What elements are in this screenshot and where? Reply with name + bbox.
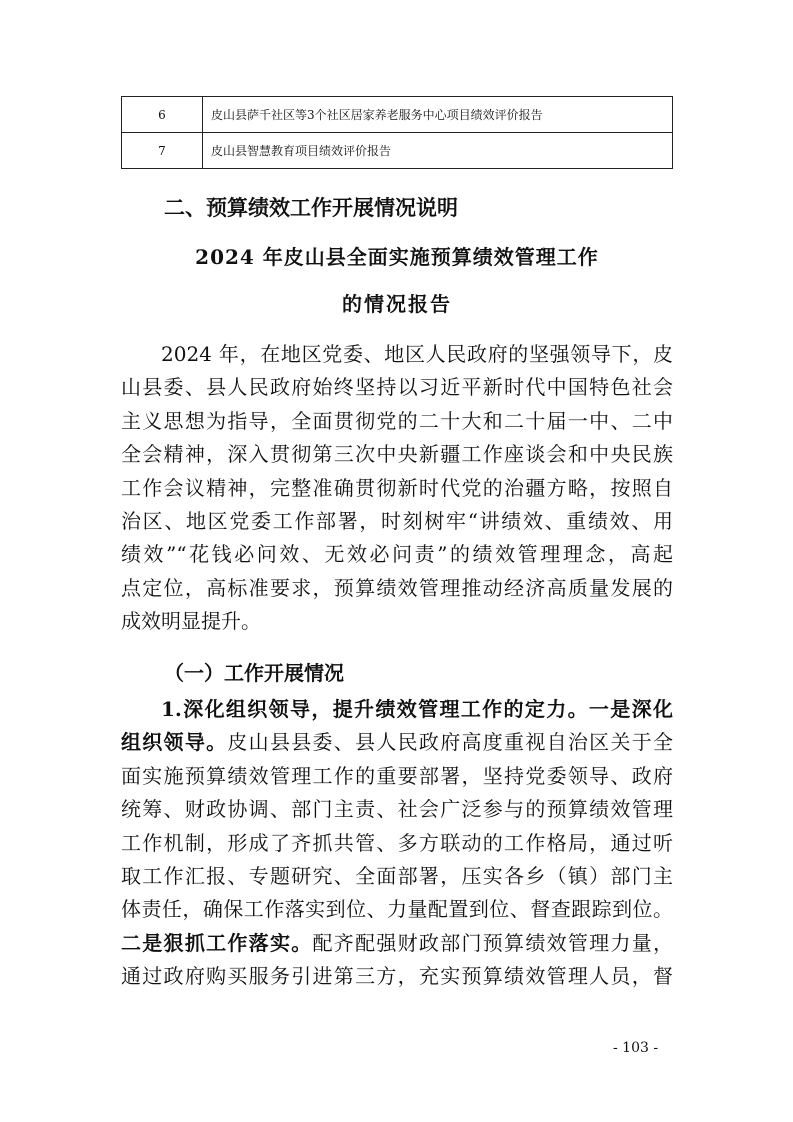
text-line: 工作机制，形成了齐抓共管、多方联动的工作格局，通过听: [121, 830, 673, 855]
row-number: 6: [122, 97, 203, 133]
report-title-line2: 的情况报告: [342, 292, 452, 316]
table-row: [122, 97, 673, 133]
bold-lead: 组织领导。: [121, 730, 228, 755]
page-number: - 103 -: [613, 1040, 659, 1056]
bold-lead: 1.深化组织领导，提升绩效管理工作的定力。一是深化: [161, 697, 673, 721]
text-line: 治区、地区党委工作部署，时刻树牢“讲绩效、重绩效、用: [121, 509, 673, 534]
text-line: [121, 693, 673, 726]
text-line: 统筹、财政协调、部门主责、社会广泛参与的预算绩效管理: [121, 797, 673, 822]
row-number: 7: [122, 133, 203, 169]
row-title: 皮山县智慧教育项目绩效评价报告: [203, 133, 673, 169]
text-line: 面实施预算绩效管理工作的重要部署，坚持党委领导、政府: [121, 763, 673, 788]
text-line: 取工作汇报、专题研究、全面部署，压实各乡（镇）部门主: [121, 864, 673, 889]
bold-lead: 二是狠抓工作落实。: [121, 930, 313, 955]
intro-paragraph: [121, 338, 673, 639]
text-line: 全会精神，深入贯彻第三次中央新疆工作座谈会和中央民族: [121, 442, 673, 467]
text-line: [121, 726, 673, 759]
text-line: 成效明显提升。: [121, 609, 261, 634]
row-title: 皮山县萨千社区等3个社区居家养老服务中心项目绩效评价报告: [203, 97, 673, 133]
section-heading: 二、预算绩效工作开展情况说明: [164, 196, 458, 220]
line-text: 皮山县县委、县人民政府高度重视自治区关于全: [227, 730, 674, 755]
subheading: （一）工作开展情况: [164, 661, 344, 685]
text-line: [121, 927, 673, 960]
text-line: 绩效”“花钱必问效、无效必问责”的绩效管理理念，高起: [121, 542, 673, 567]
text-line: 主义思想为指导，全面贯彻党的二十大和二十届一中、二中: [121, 408, 673, 433]
text-line: 体责任，确保工作落实到位、力量配置到位、督查跟踪到位。: [121, 897, 673, 922]
text-line: 通过政府购买服务引进第三方，充实预算绩效管理人员，督: [121, 964, 673, 989]
text-line: 2024 年，在地区党委、地区人民政府的坚强领导下，皮: [161, 342, 673, 366]
text-line: 工作会议精神，完整准确贯彻新时代党的治疆方略，按照自: [121, 475, 673, 500]
text-line: 山县委、县人民政府始终坚持以习近平新时代中国特色社会: [121, 375, 673, 400]
table-row: [122, 133, 673, 169]
work-paragraph: [121, 693, 673, 994]
line-text: 配齐配强财政部门预算绩效管理力量，: [312, 930, 674, 955]
text-line: 点定位，高标准要求，预算绩效管理推动经济高质量发展的: [121, 575, 673, 600]
report-title-line1: 2024 年皮山县全面实施预算绩效管理工作: [195, 245, 599, 269]
report-list-table: [121, 96, 673, 169]
